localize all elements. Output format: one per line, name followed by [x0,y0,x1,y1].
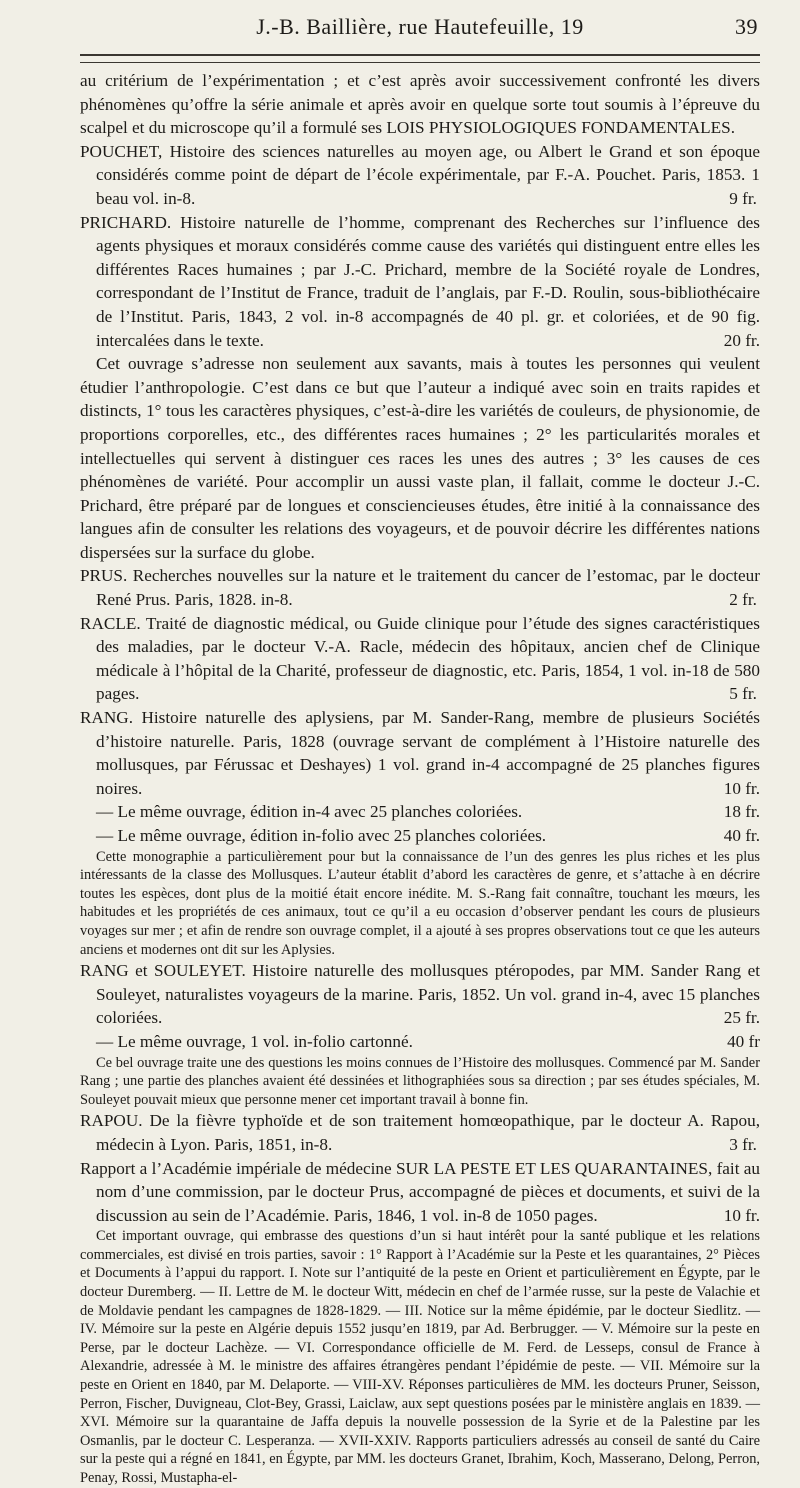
price: 9 fr. [729,188,757,208]
price: 5 fr. [729,684,757,704]
price: 20 fr. [723,330,760,350]
entry-prus [80,564,760,611]
entry-rang [80,706,760,800]
price: 10 fr. [723,1205,760,1225]
entry-rapport-peste [80,1157,760,1228]
entry-text: PRUS. Recherches nouvelles sur la nature et le traitement du cancer de l’estomac, par le docteur René Prus. Paris, 1828. in-8. [80,566,760,610]
page-body [80,69,760,1488]
entry-rang-in4-colored [80,800,760,824]
entry-text: Rapport a l’Académie impériale de médecine SUR LA PESTE ET LES QUARANTAINES, fait au nom d’une commission, par le docteur Prus, accompagné de pièces et documents, et suivi de la discussion au sein de l’Académie. Paris, 1846, 1 vol. in-8 de 1050 pages. [80,1158,760,1225]
entry-text: RACLE. Traité de diagnostic médical, ou Guide clinique pour l’étude des signes caractéristiques des maladies, par le docteur V.-A. Racle, médecin des hôpitaux, ancien chef de Clinique médicale à l’hôpital de la Charité, professeur de diagnostic, etc. Paris, 1854, 1 vol. in-18 de 580 pages. [80,613,760,704]
price: 18 fr. [723,802,760,822]
entry-rang-infolio [80,824,760,848]
entry-text: RANG. Histoire naturelle des aplysiens, par M. Sander-Rang, membre de plusieurs Sociétés d’histoire naturelle. Paris, 1828 (ouvrage servant de complément à l’Histoire naturelle des mollusques, par Férussac et Deshayes) 1 vol. grand in-4 accompagné de 25 planches figures noires. [80,708,760,798]
entry-racle [80,612,760,706]
page-number: 39 [735,14,758,39]
entry-text: RAPOU. De la fièvre typhoïde et de son traitement homœopathique, par le docteur A. Rapou, médecin à Lyon. Paris, 1851, in-8. [80,1111,760,1154]
description-rapport-peste: Cet important ouvrage, qui embrasse des questions d’un si haut intérêt pour la santé publique et les relations commerciales, est divisé en trois parties, savoir : 1° Rapport à l’Académie sur la Peste et les quarantaines, 2° Pièces et Documents à l’appui du rapport. I. Note sur l’antiquité de la peste en Orient et particulièrement en Égypte, par le docteur Duremberg. — II. Lettre de M. le docteur Witt, médecin en chef de l’armée russe, sur la peste de Valachie et de Moldavie pendant les campagnes de 1828-1829. — III. Notice sur la même épidémie, par le docteur Siedlitz. — IV. Mémoire sur la peste en Algérie depuis 1552 jusqu’en 1819, par Ad. Berbrugger. — V. Mémoire sur la peste en Perse, par le docteur Lachèze. — VI. Correspondance officielle de M. Ferd. de Lesseps, consul de France à Alexandrie, adressée à M. le ministre des affaires étrangères pendant l’épidémie de peste. — VII. Mémoire sur la peste en Orient en 1840, par M. Delaporte. — VIII-XV. Réponses particulières de MM. les docteurs Pruner, Seisson, Perron, Fischer, Duvigneau, Clot-Bey, Grassi, Laiclaw, aux sept questions posées par le ministère anglais en 1839. — XVI. Mémoire sur la quarantaine de Jaffa depuis la nouvelle possession de la Syrie et de la Palestine par les Osmanlis, par le docteur C. Lesperanza. — XVII-XXIV. Rapports particuliers adressés au conseil de santé du Caire sur la peste qui a régné en 1841, en Égypte, par MM. les docteurs Granet, Ibrahim, Koch, Masserano, Delong, Perron, Penay, Rossi, Mustapha-el- [80,1228,760,1486]
price: 25 fr. [723,1008,760,1028]
description-rang: Cette monographie a particulièrement pour but la connaissance de l’un des genres les plus riches et les plus intéressants de la classe des Mollusques. L’auteur établit d’abord les caractères de genre, et s’attache à en décrire toutes les espèces, dont plus de la moitié était encore inédite. M. S.-Rang fait connaître, touchant les mœurs, les habitudes et les propriétés de ces animaux, tout ce qu’il a eu occasion d’observer pendant les cours de plusieurs voyages sur mer ; et afin de rendre son ouvrage complet, il a ajouté à ses propres observations tout ce que les auteurs anciens et modernes ont dit sur les Aplysies. [80,848,760,958]
entry-text: PRICHARD. Histoire naturelle de l’homme, comprenant des Recherches sur l’influence des agents physiques et moraux considérés comme cause des variétés qui distinguent entre elles les différentes Races humaines ; par J.-C. Prichard, membre de la Société royale de Londres, correspondant de l’Institut de France, traduit de l’anglais, par F.-D. Roulin, sous-bibliothécaire de l’Institut. Paris, 1843, 2 vol. in-8 accompagnés de 40 pl. gr. et coloriées, et de 90 fig. intercalées dans le texte. [80,212,760,350]
description-rang-souleyet: Ce bel ouvrage traite une des questions les moins connues de l’Histoire des mollusques. Commencé par M. Sander Rang ; une partie des planches avaient été dessinées et lithographiées sous sa direction ; par ses études spéciales, M. Souleyet pouvait mieux que personne mener cet important travail à bonne fin. [80,1054,760,1108]
entry-text: RANG et SOULEYET. Histoire naturelle des mollusques ptéropodes, par MM. Sander Rang et Souleyet, naturalistes voyageurs de la marine. Paris, 1852. Un vol. grand in-4, avec 15 planches coloriées. [80,961,760,1028]
entry-text: POUCHET, Histoire des sciences naturelles au moyen age, ou Albert le Grand et son époque considérés comme point de départ de l’école expérimentale, par F.-A. Pouchet. Paris, 1853. 1 beau vol. in-8. [80,141,760,208]
entry-text: — Le même ouvrage, 1 vol. in-folio cartonné. [96,1031,413,1051]
price: 40 fr. [723,826,760,845]
price: 3 fr. [729,1134,757,1154]
paragraph-continuation: au critérium de l’expérimentation ; et c’est après avoir successivement confronté les divers phénomènes qu’offre la série animale et après avoir en quelque sorte tout soumis à l’épreuve du scalpel et du microscope qu’il a formulé ses LOIS PHYSIOLOGIQUES FONDAMENTALES. [80,71,760,138]
entry-rang-souleyet-infolio [80,1030,760,1054]
entry-rang-souleyet [80,959,760,1030]
entry-rapou [80,1109,760,1156]
entry-pouchet [80,140,760,211]
running-header [80,0,760,52]
price: 10 fr. [723,778,760,798]
price: 40 fr [727,1031,760,1051]
running-title: J.-B. Baillière, rue Hautefeuille, 19 [256,14,584,39]
description-prichard: Cet ouvrage s’adresse non seulement aux savants, mais à toutes les personnes qui veulent étudier l’anthropologie. C’est dans ce but que l’auteur a indiqué avec soin en traits rapides et distincts, 1° tous les caractères physiques, c’est-à-dire les variétés de couleurs, de physionomie, de proportions corporelles, etc., des différentes races humaines ; 2° les particularités morales et intellectuelles qui servent à distinguer ces races les unes des autres ; 3° les causes de ces phénomènes de variété. Pour accomplir un aussi vaste plan, il fallait, comme le docteur J.-C. Prichard, être préparé par de longues et consciencieuses études, être initié à la connaissance des langues afin de consulter les relations des voyageurs, et de pouvoir décrire les différentes nations dispersées sur la surface du globe. [80,354,760,562]
entry-prichard [80,211,760,353]
entry-text: — Le même ouvrage, édition in-4 avec 25 planches coloriées. [96,802,523,822]
price: 2 fr. [729,590,757,610]
entry-text: — Le même ouvrage, édition in-folio avec 25 planches coloriées. [96,826,547,845]
header-rule [80,54,760,56]
header-rule-thin [80,62,760,63]
